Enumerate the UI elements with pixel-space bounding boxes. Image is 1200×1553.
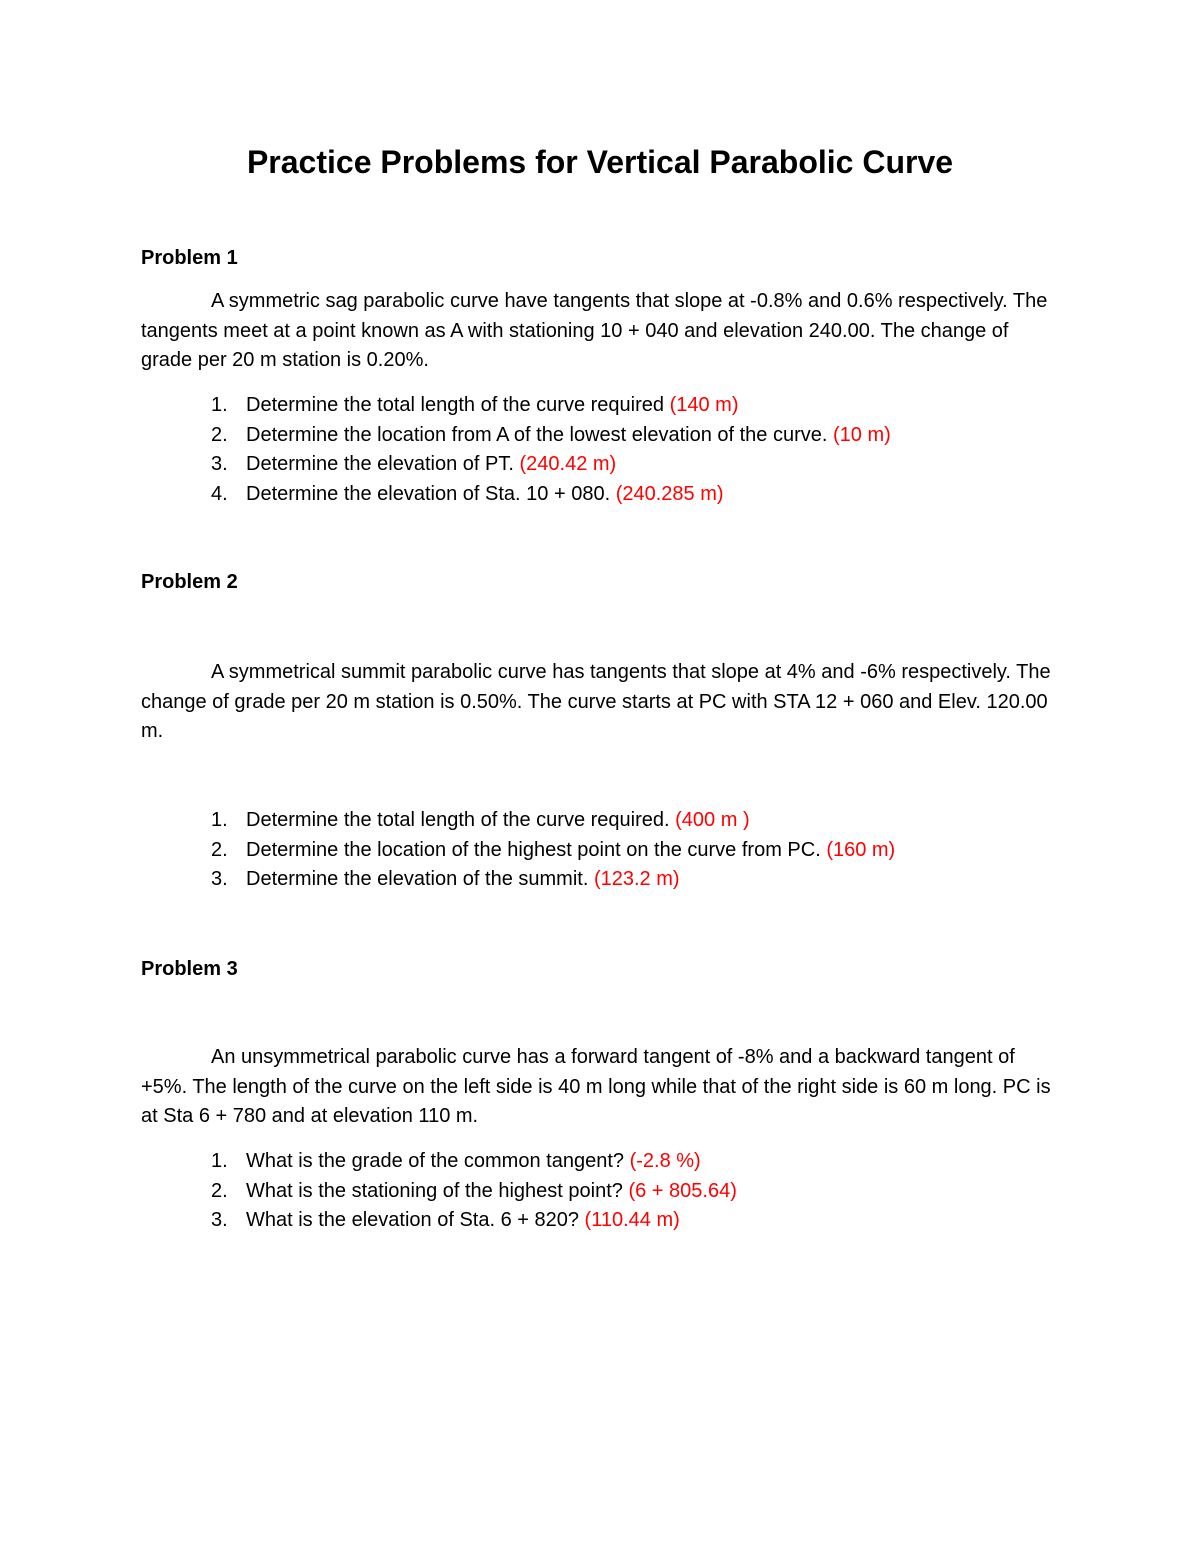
problem-2-text: A symmetrical summit parabolic curve has tangents that slope at 4% and -6% respectively. The change of grade per 20 m station is 0.50%. The curve starts at PC with STA 12 + 060 and Elev. 120.00 m. <box>141 661 1051 742</box>
question-text: Determine the location of the highest point on the curve from PC. <box>246 838 827 861</box>
question-number: 1. <box>211 809 228 831</box>
problem-3-heading: Problem 3 <box>141 958 238 980</box>
question-text: Determine the total length of the curve required <box>246 394 670 416</box>
answer-text: (240.285 m) <box>615 482 724 505</box>
question-text: What is the elevation of Sta. 6 + 820? <box>246 1209 585 1231</box>
list-item <box>141 391 1081 421</box>
question-text: Determine the elevation of PT. <box>246 453 520 475</box>
question-text: What is the stationing of the highest point? <box>246 1179 629 1202</box>
list-item <box>141 806 1081 836</box>
question-number: 2. <box>211 1179 228 1202</box>
question-number: 1. <box>211 394 228 416</box>
answer-text: (123.2 m) <box>593 868 680 890</box>
question-text: Determine the location from A of the lowest elevation of the curve. <box>246 423 833 446</box>
list-item <box>141 865 1081 895</box>
problem-1-questions <box>141 391 1081 509</box>
answer-text: (240.42 m) <box>519 453 617 475</box>
question-number: 3. <box>211 1209 228 1231</box>
answer-text: (400 m ) <box>675 809 750 831</box>
question-number: 1. <box>211 1150 228 1172</box>
answer-text: (140 m) <box>669 394 739 416</box>
question-number: 3. <box>211 453 228 475</box>
answer-text: (-2.8 %) <box>629 1150 701 1172</box>
list-item <box>141 1206 1081 1236</box>
question-number: 2. <box>211 423 228 446</box>
answer-text: (110.44 m) <box>584 1209 680 1231</box>
answer-text: (6 + 805.64) <box>628 1179 737 1202</box>
question-text: Determine the elevation of the summit. <box>246 868 594 890</box>
problem-1-text: A symmetric sag parabolic curve have tangents that slope at -0.8% and 0.6% respectively. The tangents meet at a point known as A with stationing 10 + 040 and elevation 240.00. The change of grade per 20 m station is 0.20%. <box>141 290 1048 371</box>
question-number: 4. <box>211 482 228 505</box>
list-item <box>141 450 1081 480</box>
problem-2-heading: Problem 2 <box>141 571 238 593</box>
list-item <box>141 1177 1081 1207</box>
list-item <box>141 836 1081 866</box>
question-text: Determine the elevation of Sta. 10 + 080. <box>246 482 616 505</box>
answer-text: (10 m) <box>832 423 891 446</box>
answer-text: (160 m) <box>826 838 896 861</box>
question-number: 3. <box>211 868 228 890</box>
problem-2-questions <box>141 806 1081 895</box>
problem-3-questions <box>141 1147 1081 1236</box>
list-item <box>141 1147 1081 1177</box>
page-title: Practice Problems for Vertical Parabolic Curve <box>246 144 954 180</box>
list-item <box>141 421 1081 451</box>
question-text: What is the grade of the common tangent? <box>246 1150 630 1172</box>
list-item <box>141 480 1081 510</box>
question-text: Determine the total length of the curve required. <box>246 809 676 831</box>
question-number: 2. <box>211 838 228 861</box>
problem-3-text: An unsymmetrical parabolic curve has a forward tangent of -8% and a backward tangent of +5%. The length of the curve on the left side is 40 m long while that of the right side is 60 m long. PC is at Sta 6 + 780 and at elevation 110 m. <box>141 1046 1051 1127</box>
problem-1-heading: Problem 1 <box>141 247 238 269</box>
